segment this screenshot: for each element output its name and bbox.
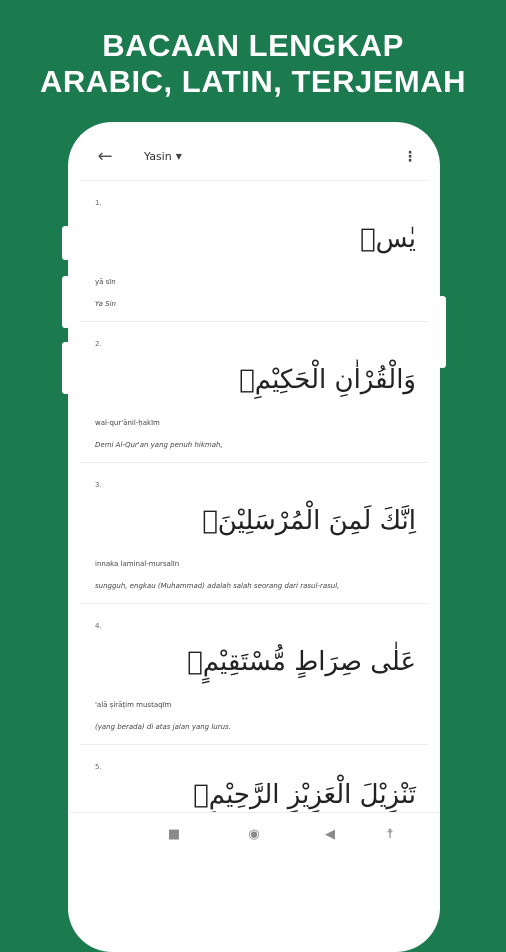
more-vert-icon[interactable]: ⋮ — [403, 149, 417, 165]
verse-item[interactable] — [80, 322, 428, 463]
verse-item[interactable] — [80, 181, 428, 322]
caret-down-icon: ▼ — [175, 152, 182, 161]
stop-icon[interactable]: ■ — [167, 827, 181, 842]
verse-translation: Ya Sin — [95, 300, 116, 308]
phone-side-button — [62, 276, 70, 328]
verse-latin: wal-qur'ānil-ḥakīm — [95, 419, 160, 427]
verse-list — [80, 181, 428, 834]
arrow-left-icon[interactable]: ← — [97, 146, 113, 167]
verse-item[interactable] — [80, 604, 428, 745]
back-triangle-icon[interactable]: ◀ — [325, 827, 335, 842]
promo-line-1: BACAAN LENGKAP — [102, 28, 404, 63]
system-nav-bar — [68, 812, 440, 857]
verse-latin: innaka laminal-mursalīn — [95, 560, 180, 568]
verse-translation: (yang berada) di atas jalan yang lurus. — [95, 723, 231, 731]
verse-arabic: اِنَّكَ لَمِنَ الْمُرْسَلِيْنَۙ — [202, 506, 416, 536]
accessibility-icon[interactable]: ☨ — [386, 827, 394, 842]
verse-number: 1. — [95, 199, 102, 207]
app-bar — [80, 134, 428, 181]
verse-arabic: تَنْزِيْلَ الْعَزِيْزِ الرَّحِيْمِۙ — [193, 780, 416, 810]
verse-translation: sungguh, engkau (Muhammad) adalah salah seorang dari rasul-rasul, — [95, 582, 340, 590]
phone-side-button — [438, 296, 446, 368]
verse-arabic: يٰسۤ — [360, 224, 416, 254]
verse-number: 3. — [95, 481, 102, 489]
verse-item[interactable] — [80, 463, 428, 604]
verse-latin: 'alā ṣirāṭim mustaqīm — [95, 701, 172, 709]
promo-line-2: ARABIC, LATIN, TERJEMAH — [40, 64, 466, 99]
verse-number: 4. — [95, 622, 102, 630]
verse-translation: Demi Al-Qur'an yang penuh hikmah, — [95, 441, 223, 449]
phone-side-button — [62, 342, 70, 394]
app-screen — [80, 134, 428, 834]
surah-name: Yasin — [144, 150, 172, 163]
phone-frame — [68, 122, 440, 952]
verse-arabic: وَالْقُرْاٰنِ الْحَكِيْمِۙ — [239, 365, 416, 395]
surah-dropdown[interactable] — [144, 148, 182, 166]
verse-number: 5. — [95, 763, 102, 771]
promo-title — [0, 28, 506, 100]
phone-side-button — [62, 226, 70, 260]
verse-number: 2. — [95, 340, 102, 348]
verse-latin: yā sīn — [95, 278, 116, 286]
verse-arabic: عَلٰى صِرَاطٍ مُّسْتَقِيْمٍۗ — [187, 647, 416, 677]
home-icon[interactable]: ◉ — [248, 827, 260, 842]
